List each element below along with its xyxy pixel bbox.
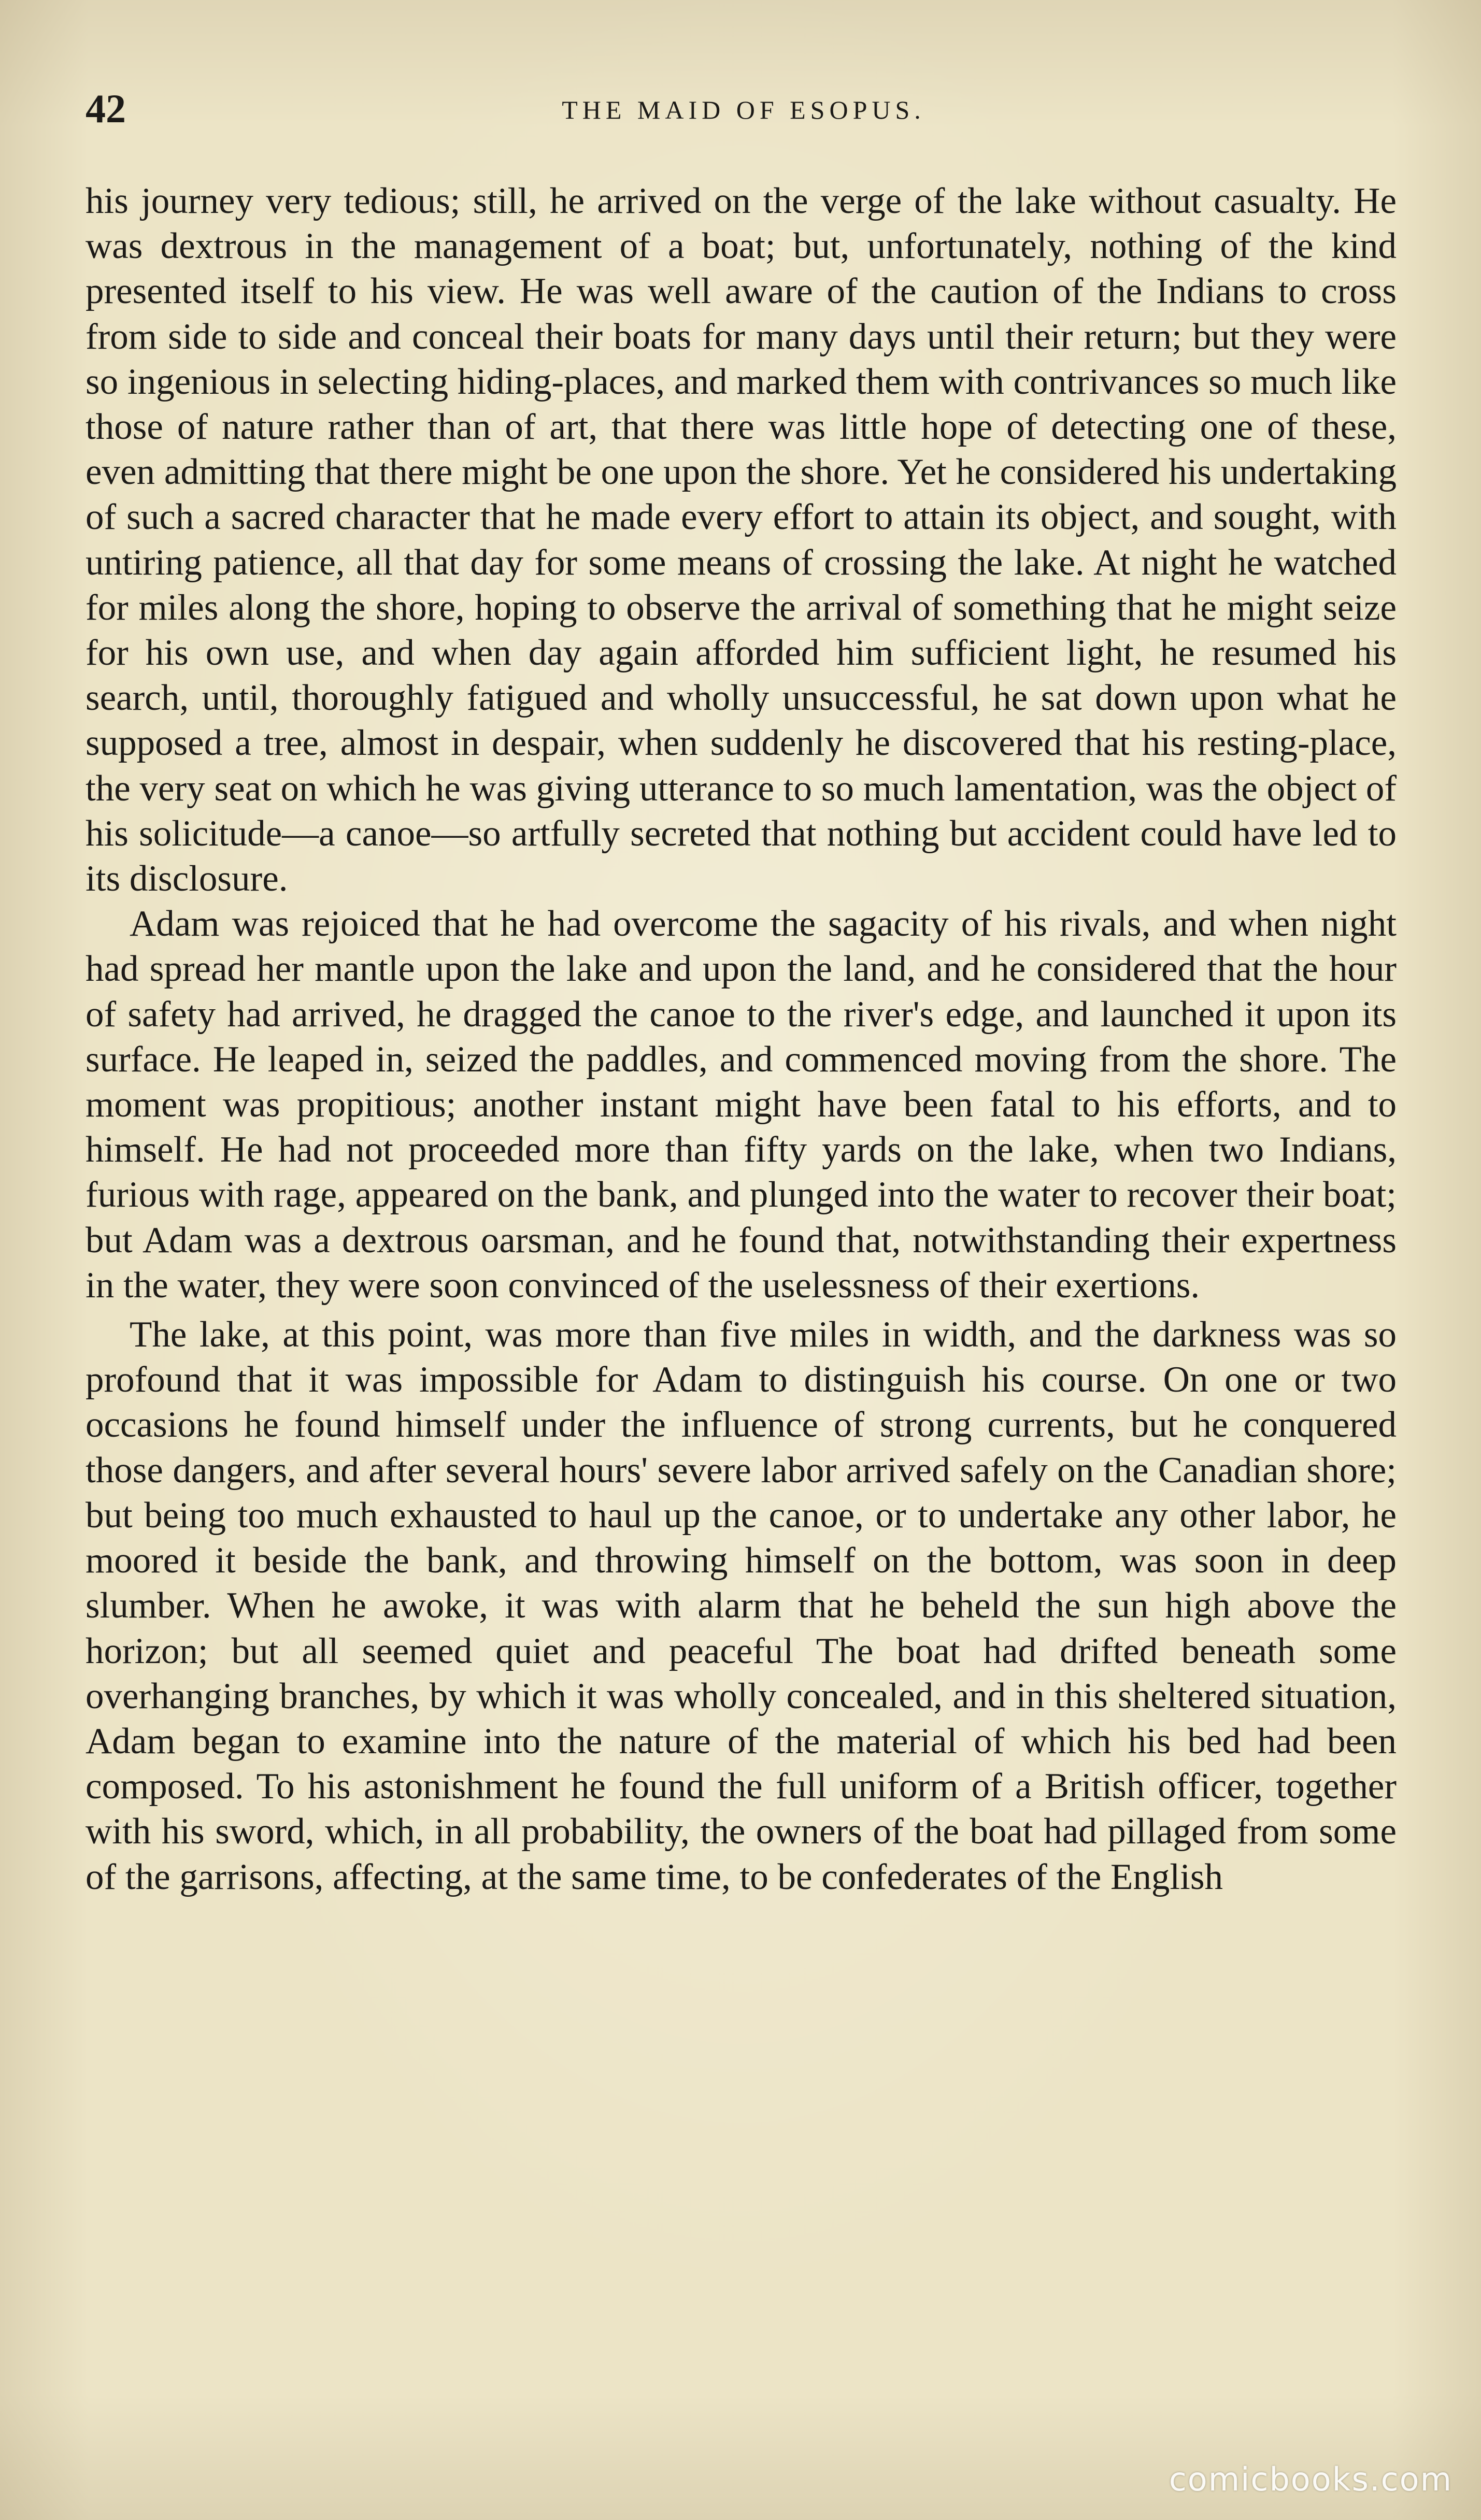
running-head: THE MAID OF ESOPUS. <box>562 95 925 124</box>
paragraph: The lake, at this point, was more than five miles in width, and the darkness was so profound that it was impossible for Adam to distinguish his course. On one or two occasions he found himself under the influence of strong currents, but he conquered those dangers, and after several hours' severe labor arrived safely on the Canadian shore; but being too much exhausted to haul up the canoe, or to undertake any other labor, he moored it beside the bank, and throwing himself on the bottom, was soon in deep slumber. When he awoke, it was with alarm that he beheld the sun high above the horizon; but all seemed quiet and peaceful The boat had drifted beneath some overhanging branches, by which it was wholly concealed, and in this sheltered situation, Adam began to examine into the nature of the material of which his bed had been composed. To his astonishment he found the full uniform of a British officer, together with his sword, which, in all probability, the owners of the boat had pillaged from some of the garrisons, affecting, at the same time, to be confederates of the English <box>86 1314 1397 1897</box>
watermark: comicbooks.com <box>1169 2460 1452 2498</box>
body-text <box>86 179 1397 1900</box>
paragraph: Adam was rejoiced that he had overcome the sagacity of his rivals, and when night had spread her mantle upon the lake and upon the land, and he considered that the hour of safety had arrived, he dragged the canoe to the river's edge, and launched it upon its surface. He leaped in, seized the paddles, and commenced moving from the shore. The moment was propitious; another instant might have been fatal to his efforts, and to himself. He had not proceeded more than fifty yards on the lake, when two Indians, furious with rage, appeared on the bank, and plunged into the water to recover their boat; but Adam was a dextrous oarsman, and he found that, notwithstanding their expertness in the water, they were soon convinced of the uselessness of their exertions. <box>86 904 1397 1306</box>
paragraph: his journey very tedious; still, he arrived on the verge of the lake without casualty. He was dextrous in the management of a boat; but, unfortunately, nothing of the kind presented itself to his view. He was well aware of the caution of the Indians to cross from side to side and conceal their boats for many days until their return; but they were so ingenious in selecting hiding-places, and marked them with contrivances so much like those of nature rather than of art, that there was little hope of detecting one of these, even admitting that there might be one upon the shore. Yet he considered his undertaking of such a sacred character that he made every effort to attain its object, and sought, with untiring patience, all that day for some means of crossing the lake. At night he watched for miles along the shore, hoping to observe the arrival of something that he might seize for his own use, and when day again afforded him sufficient light, he resumed his search, until, thoroughly fatigued and wholly unsuccessful, he sat down upon what he supposed a tree, almost in despair, when suddenly he discovered that his resting-place, the very seat on which he was giving utterance to so much lamentation, was the object of his solicitude—a canoe—so artfully secreted that nothing but accident could have led to its disclosure. <box>86 181 1397 899</box>
page-header <box>86 83 1402 140</box>
page-number: 42 <box>86 86 126 131</box>
